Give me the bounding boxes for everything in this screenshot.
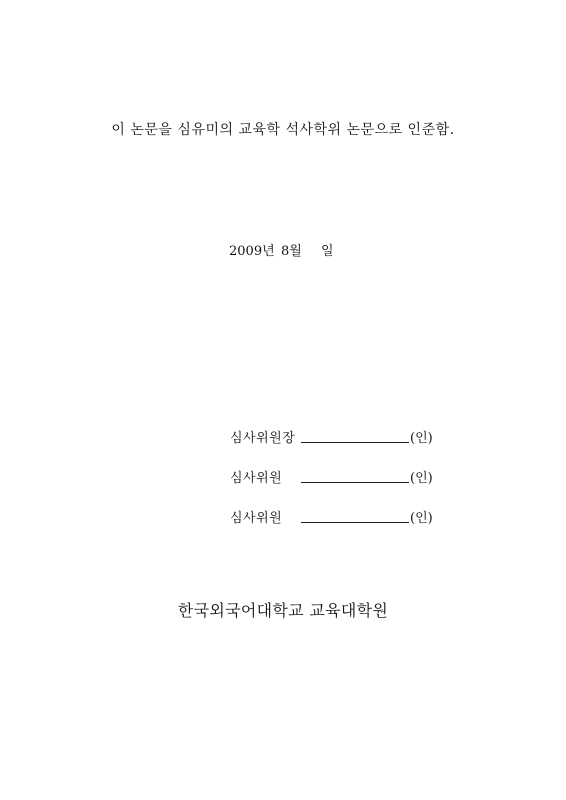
signature-line bbox=[301, 442, 409, 443]
committee-member-row bbox=[230, 467, 450, 487]
committee-role-label: 심사위원장 bbox=[230, 431, 296, 446]
certification-statement: 이 논문을 심유미의 교육학 석사학위 논문으로 인준함. bbox=[111, 122, 455, 138]
institution-name: 한국외국어대학교 교육대학원 bbox=[177, 601, 389, 620]
date-day: 일 bbox=[321, 244, 334, 259]
seal-mark: (인) bbox=[410, 511, 433, 526]
approval-date bbox=[229, 240, 334, 259]
committee-role-label: 심사위원 bbox=[230, 471, 283, 486]
date-month: 8월 bbox=[281, 244, 302, 259]
committee-member-row bbox=[230, 507, 450, 527]
date-year: 2009년 bbox=[229, 244, 275, 259]
committee-role-label: 심사위원 bbox=[230, 511, 283, 526]
committee-chair-row bbox=[230, 427, 450, 447]
seal-mark: (인) bbox=[410, 471, 433, 486]
seal-mark: (인) bbox=[410, 431, 433, 446]
signature-line bbox=[301, 482, 409, 483]
signature-line bbox=[301, 522, 409, 523]
